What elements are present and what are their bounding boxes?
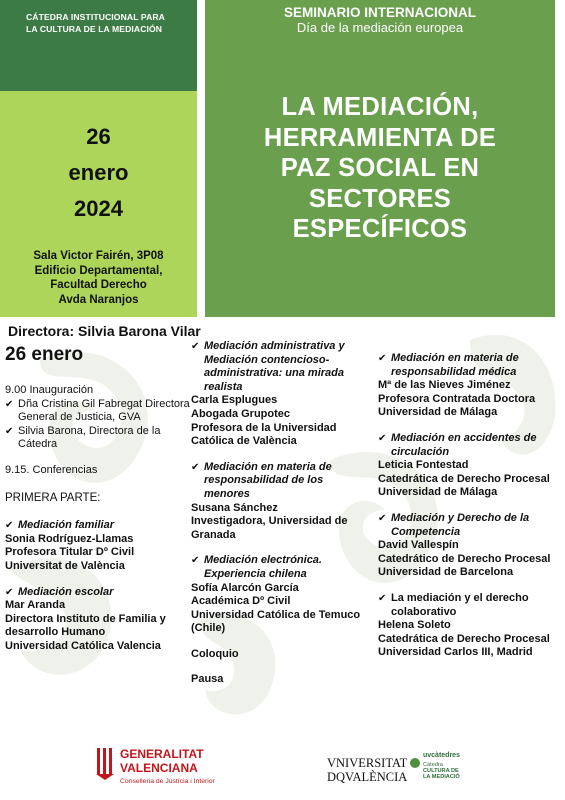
check-icon: ✔ — [378, 353, 387, 364]
inauguration-item — [5, 398, 195, 425]
program-column-3 — [378, 352, 556, 660]
session-speaker: Sonia Rodríguez-Llamas Profesora Titular Dº Civil Universitat de València — [5, 532, 135, 572]
session-speaker: Leticia Fontestad Catedrática de Derecho Procesal Universidad de Málaga — [378, 459, 550, 499]
date-venue-panel — [0, 91, 197, 317]
check-icon: ✔ — [191, 555, 200, 567]
session-speaker: Carla Esplugues Abogada Grupotec Profesora de la Universidad Católica de València — [191, 394, 337, 448]
check-icon: ✔ — [5, 425, 14, 437]
session-speaker: David Vallespín Catedrático de Derecho Procesal Universidad de Barcelona — [378, 539, 551, 579]
check-icon: ✔ — [378, 512, 387, 524]
coloquio: Coloquio — [191, 647, 239, 660]
footer-logos: GENERALITAT VALENCIANA Conselleria de Justícia i Interior VNIVERSITAT DQVALÈNCIA uvcàtedres Càtedra CULTURA DE LA MEDIACIÓ — [0, 738, 565, 800]
check-icon: ✔ — [191, 341, 200, 352]
catedra-name: CÁTEDRA INSTITUCIONAL PARA LA CULTURA DE LA MEDIACIÓN — [26, 12, 165, 34]
program-column-1 — [5, 344, 195, 654]
event-venue: Sala Victor Fairén, 3P08 Edificio Departamental, Facultad Derecho Avda Naranjos — [33, 250, 164, 306]
seminar-day: Día de la mediación europea — [296, 20, 464, 35]
session-speaker: Helena Soleto Catedrática de Derecho Procesal Universidad Carlos III, Madrid — [378, 619, 550, 659]
seminar-heading — [205, 5, 555, 35]
session-topic: ✔ Mediación en materia de responsabilidad médica — [378, 352, 519, 378]
check-icon: ✔ — [5, 586, 14, 598]
catedra-banner — [0, 0, 197, 91]
session-topic: ✔ Mediación electrónica. Experiencia chilena — [191, 554, 322, 580]
title-banner — [205, 0, 555, 317]
session-speaker: Mar Aranda Directora Instituto de Familia y desarrollo Humano Universidad Católica Valencia — [5, 599, 166, 652]
generalitat-shield-icon — [96, 748, 114, 780]
generalitat-name: GENERALITAT VALENCIANA — [120, 747, 204, 775]
check-icon: ✔ — [5, 520, 14, 532]
session-topic: ✔ Mediación familiar — [5, 519, 114, 532]
session-speaker: Sofía Alarcón García Académica Dº Civil Universidad Católica de Temuco (Chile) — [191, 581, 361, 635]
program-day: 26 enero — [5, 344, 84, 365]
session-topic: ✔ Mediación administrativa y Mediación contencioso-administrativa: una mirada realista — [191, 340, 345, 393]
session-speaker: Mª de las Nieves Jiménez Profesora Contratada Doctora Universidad de Málaga — [378, 379, 536, 419]
check-icon: ✔ — [378, 432, 387, 444]
pausa: Pausa — [191, 673, 224, 686]
inauguration-item — [5, 425, 195, 452]
catedra-logo-icon — [410, 758, 420, 768]
conferences-time: 9.15. Conferencias — [5, 463, 98, 476]
seminar-title: LA MEDIACIÓN, HERRAMIENTA DE PAZ SOCIAL EN SECTORES ESPECÍFICOS — [263, 93, 497, 243]
session-topic: ✔ Mediación en accidentes de circulación — [378, 431, 537, 458]
program-column-2 — [191, 340, 361, 687]
part-one-heading: PRIMERA PARTE: — [5, 491, 101, 504]
event-date: 26 enero 2024 — [68, 124, 129, 221]
session-topic: ✔ Mediación en materia de responsabilidad de los menores — [191, 460, 332, 500]
check-icon: ✔ — [378, 592, 387, 604]
seminar-kind: SEMINARIO INTERNACIONAL — [284, 5, 476, 20]
check-icon: ✔ — [191, 461, 200, 473]
inauguration-item-text: Dña Cristina Gil Fabregat Directora General de Justicia, GVA — [18, 397, 190, 424]
session-topic: ✔ Mediación escolar — [5, 585, 114, 598]
session-speaker: Susana Sánchez Investigadora, Universidad de Granada — [191, 501, 348, 541]
generalitat-department: Conselleria de Justícia i Interior — [120, 778, 215, 785]
check-icon: ✔ — [5, 398, 14, 410]
session-topic: ✔ La mediación y el derecho colaborativo — [378, 591, 529, 618]
universitat-valencia-logo: VNIVERSITAT DQVALÈNCIA — [327, 756, 408, 784]
inauguration-item-text: Silvia Barona, Directora de la Cátedra — [18, 424, 161, 451]
session-topic: ✔ Mediación y Derecho de la Competencia — [378, 511, 530, 538]
director: Directora: Silvia Barona Vilar — [8, 323, 201, 339]
inauguration-time: 9.00 Inauguración — [5, 384, 94, 396]
